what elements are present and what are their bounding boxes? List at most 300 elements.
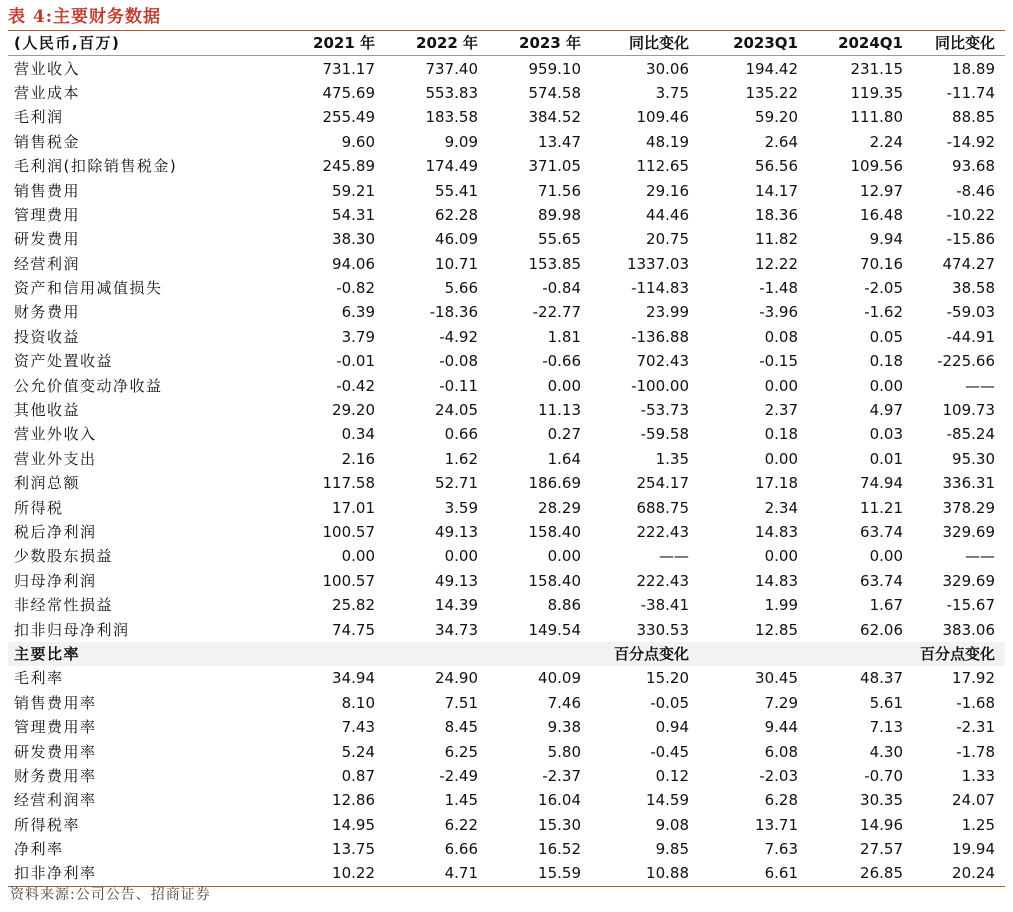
row-cell: 0.00: [341, 547, 375, 566]
row-label: 少数股东损益: [14, 547, 114, 566]
ratio-row-cell: 17.92: [952, 669, 995, 688]
row-cell: 100.57: [322, 523, 375, 541]
row-cell: 59.21: [332, 181, 375, 200]
row-cell: 109.73: [942, 401, 995, 420]
ratio-row-cell: 16.04: [538, 791, 581, 810]
row-cell: -14.92: [946, 132, 995, 151]
row-cell: 222.43: [636, 571, 689, 590]
ratio-row: [8, 666, 1005, 690]
ratio-header-cell: [488, 642, 591, 666]
ratio-row-cell: 15.20: [646, 669, 689, 688]
row-cell: 183.58: [425, 108, 478, 127]
ratio-row-cell: -1.78: [956, 742, 995, 761]
row-cell: -0.11: [439, 376, 478, 395]
row-cell: 378.29: [942, 498, 995, 517]
table-row: [8, 276, 1005, 300]
row-cell: 158.40: [528, 571, 581, 590]
row-cell: 62.28: [435, 205, 478, 224]
row-cell: -114.83: [631, 279, 689, 298]
row-cell: -4.92: [439, 327, 478, 346]
row-cell: ——: [965, 376, 995, 395]
source-note: 资料来源:公司公告、招商证券: [10, 887, 211, 903]
row-cell: 46.09: [435, 230, 478, 249]
row-cell: ——: [659, 547, 689, 566]
table-row: [8, 593, 1005, 617]
ratio-row: [8, 764, 1005, 788]
row-cell: 25.82: [332, 596, 375, 615]
ratio-row-cell: -0.05: [650, 693, 689, 712]
row-cell: 5.66: [444, 279, 478, 298]
row-cell: -15.67: [946, 596, 995, 615]
row-cell: 1.67: [869, 596, 903, 615]
financial-data-table: [8, 31, 1005, 887]
row-cell: 0.18: [764, 425, 798, 444]
row-cell: 16.48: [860, 205, 903, 224]
row-cell: 553.83: [425, 83, 478, 102]
ratio-header-label: 主要比率: [8, 642, 240, 666]
row-cell: 194.42: [745, 59, 798, 78]
row-label: 利润总额: [14, 474, 81, 493]
ratio-row-cell: 7.63: [764, 840, 798, 859]
ratio-row-cell: 16.52: [538, 840, 581, 859]
ratio-row-cell: 7.29: [764, 693, 798, 712]
row-cell: 18.36: [755, 205, 798, 224]
row-cell: 1337.03: [626, 254, 689, 273]
ratio-row-cell: 7.51: [444, 693, 478, 712]
table-row: [8, 105, 1005, 129]
ratio-row-cell: 14.59: [646, 791, 689, 810]
ratio-row-cell: 0.87: [341, 766, 375, 785]
ratio-row-cell: 6.25: [444, 742, 478, 761]
row-cell: ——: [965, 547, 995, 566]
ratio-row-cell: 40.09: [538, 669, 581, 688]
row-cell: 14.39: [435, 596, 478, 615]
ratio-row-cell: -0.45: [650, 742, 689, 761]
row-label: 所得税: [14, 498, 64, 517]
row-cell: -2.05: [864, 279, 903, 298]
row-cell: 688.75: [636, 498, 689, 517]
row-cell: 12.22: [755, 254, 798, 273]
row-cell: 1.81: [547, 327, 581, 346]
row-label: 其他收益: [14, 401, 81, 420]
ratio-row-cell: 4.30: [869, 742, 903, 761]
table-row: [8, 447, 1005, 471]
table-row: [8, 154, 1005, 178]
row-cell: 71.56: [538, 181, 581, 200]
column-header-label: (人民币,百万): [14, 34, 121, 53]
row-cell: 93.68: [952, 157, 995, 176]
column-header-cell: 2023 年: [519, 34, 581, 53]
ratio-row-cell: 24.90: [435, 669, 478, 688]
row-cell: 59.20: [755, 108, 798, 127]
row-label: 财务费用: [14, 303, 81, 322]
row-cell: 109.46: [636, 108, 689, 127]
table-row: [8, 398, 1005, 422]
row-cell: 119.35: [850, 83, 903, 102]
row-cell: 336.31: [942, 474, 995, 493]
table-row: [8, 349, 1005, 373]
ratio-row-label: 所得税率: [14, 815, 81, 834]
row-cell: -18.36: [429, 303, 478, 322]
row-cell: 74.94: [860, 474, 903, 493]
row-cell: 959.10: [528, 59, 581, 78]
row-cell: 10.71: [435, 254, 478, 273]
row-cell: 254.17: [636, 474, 689, 493]
row-cell: 222.43: [636, 523, 689, 541]
row-cell: 63.74: [860, 571, 903, 590]
row-cell: 62.06: [860, 620, 903, 639]
ratio-row-cell: 5.24: [341, 742, 375, 761]
row-label: 经营利润: [14, 254, 81, 273]
row-cell: 9.09: [444, 132, 478, 151]
ratio-header-cell: 百分点变化: [913, 642, 1005, 666]
table-row: [8, 569, 1005, 593]
row-cell: 702.43: [636, 352, 689, 371]
row-cell: -3.96: [759, 303, 798, 322]
row-label: 资产处置收益: [14, 352, 114, 371]
column-header-cell: 同比变化: [628, 34, 689, 53]
ratio-row-cell: 30.45: [755, 669, 798, 688]
ratio-row-cell: 10.22: [332, 864, 375, 883]
row-cell: 135.22: [745, 83, 798, 102]
row-cell: 23.99: [646, 303, 689, 322]
row-cell: 737.40: [425, 59, 478, 78]
row-cell: -59.03: [946, 303, 995, 322]
row-label: 营业外收入: [14, 425, 97, 444]
ratio-row-cell: 15.30: [538, 815, 581, 834]
row-cell: -22.77: [532, 303, 581, 322]
ratio-row-cell: 8.10: [341, 693, 375, 712]
ratio-row-cell: -2.49: [439, 766, 478, 785]
ratio-row-cell: 9.85: [655, 840, 689, 859]
row-cell: -0.84: [542, 279, 581, 298]
ratio-row-cell: 15.59: [538, 864, 581, 883]
row-cell: -100.00: [631, 376, 689, 395]
row-cell: -38.41: [640, 596, 689, 615]
ratio-row-label: 研发费用率: [14, 742, 97, 761]
ratio-row-cell: 20.24: [952, 864, 995, 883]
row-cell: 49.13: [435, 523, 478, 541]
row-cell: 2.16: [341, 449, 375, 468]
row-cell: 2.64: [764, 132, 798, 151]
row-cell: 8.86: [547, 596, 581, 615]
row-label: 投资收益: [14, 327, 81, 346]
ratio-row-label: 财务费用率: [14, 766, 97, 785]
row-cell: 330.53: [636, 620, 689, 639]
ratio-row: [8, 813, 1005, 837]
ratio-row-cell: 30.35: [860, 791, 903, 810]
ratio-row: [8, 715, 1005, 739]
row-label: 研发费用: [14, 230, 81, 249]
ratio-row-cell: 6.22: [444, 815, 478, 834]
ratio-row-cell: -1.68: [956, 693, 995, 712]
ratio-row-label: 毛利率: [14, 669, 64, 688]
ratio-row-cell: 0.12: [655, 766, 689, 785]
row-cell: 0.00: [869, 547, 903, 566]
ratio-row-cell: 14.95: [332, 815, 375, 834]
row-cell: 55.41: [435, 181, 478, 200]
table-row: [8, 373, 1005, 397]
row-cell: -44.91: [946, 327, 995, 346]
row-cell: 24.05: [435, 401, 478, 420]
ratio-row-cell: -0.70: [864, 766, 903, 785]
row-cell: 9.94: [869, 230, 903, 249]
ratio-row-cell: 9.44: [764, 718, 798, 737]
ratio-row: [8, 788, 1005, 812]
row-cell: 3.79: [341, 327, 375, 346]
row-cell: 44.46: [646, 205, 689, 224]
row-cell: 0.00: [764, 547, 798, 566]
column-header-cell: 2024Q1: [838, 34, 903, 53]
row-cell: 0.05: [869, 327, 903, 346]
table-row: [8, 300, 1005, 324]
row-cell: 475.69: [322, 83, 375, 102]
table-row: [8, 130, 1005, 154]
row-label: 税后净利润: [14, 523, 97, 541]
row-cell: 0.34: [341, 425, 375, 444]
row-cell: 34.73: [435, 620, 478, 639]
row-cell: 100.57: [322, 571, 375, 590]
ratio-row-cell: -2.37: [542, 766, 581, 785]
ratio-row-cell: 9.08: [655, 815, 689, 834]
ratio-row-cell: 12.86: [332, 791, 375, 810]
row-cell: 11.13: [538, 401, 581, 420]
ratio-row-cell: 6.28: [764, 791, 798, 810]
ratio-header-cell: [385, 642, 488, 666]
row-cell: 63.74: [860, 523, 903, 541]
row-cell: 112.65: [636, 157, 689, 176]
ratio-section-header: [8, 642, 1005, 666]
row-cell: 0.03: [869, 425, 903, 444]
ratio-row-cell: 6.08: [764, 742, 798, 761]
table-row: [8, 227, 1005, 251]
row-cell: 52.71: [435, 474, 478, 493]
ratio-row: [8, 837, 1005, 861]
ratio-row-cell: 7.43: [341, 718, 375, 737]
row-cell: 17.01: [332, 498, 375, 517]
row-cell: 0.00: [547, 547, 581, 566]
ratio-row-cell: 10.88: [646, 864, 689, 883]
ratio-row-cell: 48.37: [860, 669, 903, 688]
table-row: [8, 617, 1005, 641]
ratio-row-cell: 34.94: [332, 669, 375, 688]
table-row: [8, 495, 1005, 519]
row-cell: 20.75: [646, 230, 689, 249]
ratio-row-cell: 24.07: [952, 791, 995, 810]
column-header-cell: 2023Q1: [733, 34, 798, 53]
row-cell: 70.16: [860, 254, 903, 273]
row-label: 营业成本: [14, 83, 81, 102]
row-cell: 158.40: [528, 523, 581, 541]
row-cell: 1.35: [655, 449, 689, 468]
row-cell: -136.88: [631, 327, 689, 346]
row-cell: 14.17: [755, 181, 798, 200]
ratio-row-cell: 9.38: [547, 718, 581, 737]
ratio-row-cell: 26.85: [860, 864, 903, 883]
row-cell: -1.62: [864, 303, 903, 322]
table-row: [8, 56, 1005, 81]
ratio-row-label: 经营利润率: [14, 791, 97, 810]
ratio-row-label: 净利率: [14, 840, 64, 859]
column-header-cell: 同比变化: [934, 34, 995, 53]
row-cell: -10.22: [946, 205, 995, 224]
row-label: 公允价值变动净收益: [14, 376, 163, 395]
row-cell: 94.06: [332, 254, 375, 273]
row-cell: 0.66: [444, 425, 478, 444]
row-cell: -225.66: [937, 352, 995, 371]
row-cell: 0.18: [869, 352, 903, 371]
ratio-row-cell: 5.80: [547, 742, 581, 761]
ratio-header-cell: [699, 642, 808, 666]
row-cell: 28.29: [538, 498, 581, 517]
row-cell: 0.00: [764, 449, 798, 468]
table-row: [8, 520, 1005, 544]
row-cell: 1.99: [764, 596, 798, 615]
row-cell: 117.58: [322, 474, 375, 493]
row-cell: 153.85: [528, 254, 581, 273]
ratio-row-cell: 8.45: [444, 718, 478, 737]
row-cell: 1.64: [547, 449, 581, 468]
row-cell: 38.58: [952, 279, 995, 298]
row-cell: 12.97: [860, 181, 903, 200]
ratio-row-cell: 7.13: [869, 718, 903, 737]
row-cell: -0.66: [542, 352, 581, 371]
row-cell: -15.86: [946, 230, 995, 249]
row-label: 毛利润(扣除销售税金): [14, 157, 178, 176]
row-cell: 11.82: [755, 230, 798, 249]
row-cell: 13.47: [538, 132, 581, 151]
row-label: 扣非归母净利润: [14, 620, 130, 639]
row-label: 毛利润: [14, 108, 64, 127]
row-cell: 11.21: [860, 498, 903, 517]
table-row: [8, 252, 1005, 276]
row-cell: -8.46: [956, 181, 995, 200]
table-row: [8, 325, 1005, 349]
table-row: [8, 422, 1005, 446]
ratio-row: [8, 691, 1005, 715]
row-cell: 329.69: [942, 523, 995, 541]
row-cell: 186.69: [528, 474, 581, 493]
row-cell: 474.27: [942, 254, 995, 273]
ratio-header-cell: 百分点变化: [591, 642, 699, 666]
row-cell: 6.39: [341, 303, 375, 322]
row-cell: 245.89: [322, 157, 375, 176]
ratio-row-cell: 0.94: [655, 718, 689, 737]
row-cell: 56.56: [755, 157, 798, 176]
row-cell: 3.59: [444, 498, 478, 517]
row-cell: -0.01: [336, 352, 375, 371]
row-cell: 54.31: [332, 205, 375, 224]
ratio-row-cell: 1.45: [444, 791, 478, 810]
row-cell: 255.49: [322, 108, 375, 127]
row-cell: 0.08: [764, 327, 798, 346]
ratio-row-cell: 6.61: [764, 864, 798, 883]
row-cell: 231.15: [850, 59, 903, 78]
column-header-row: [8, 31, 1005, 56]
row-cell: 384.52: [528, 108, 581, 127]
ratio-row-cell: 7.46: [547, 693, 581, 712]
row-cell: 383.06: [942, 620, 995, 639]
row-cell: -85.24: [946, 425, 995, 444]
column-header-cell: 2022 年: [416, 34, 478, 53]
row-cell: 89.98: [538, 205, 581, 224]
ratio-row-cell: 1.33: [961, 766, 995, 785]
table-body: [8, 56, 1005, 886]
row-cell: 109.56: [850, 157, 903, 176]
row-cell: 12.85: [755, 620, 798, 639]
table-row: [8, 178, 1005, 202]
row-cell: -0.15: [759, 352, 798, 371]
row-cell: 14.83: [755, 571, 798, 590]
ratio-row-cell: 14.96: [860, 815, 903, 834]
row-cell: 95.30: [952, 449, 995, 468]
row-label: 营业收入: [14, 59, 81, 78]
row-cell: -53.73: [640, 401, 689, 420]
ratio-row-label: 销售费用率: [14, 693, 97, 712]
row-cell: 3.75: [655, 83, 689, 102]
row-label: 非经常性损益: [14, 596, 114, 615]
row-cell: 111.80: [850, 108, 903, 127]
table-row: [8, 81, 1005, 105]
row-cell: 0.01: [869, 449, 903, 468]
row-label: 管理费用: [14, 205, 81, 224]
row-cell: 0.00: [869, 376, 903, 395]
ratio-row: [8, 739, 1005, 763]
ratio-row-cell: 13.75: [332, 840, 375, 859]
row-cell: 9.60: [341, 132, 375, 151]
row-cell: 4.97: [869, 401, 903, 420]
row-cell: 48.19: [646, 132, 689, 151]
row-cell: 38.30: [332, 230, 375, 249]
row-cell: 30.06: [646, 59, 689, 78]
row-cell: -0.08: [439, 352, 478, 371]
row-cell: 574.58: [528, 83, 581, 102]
row-cell: 0.00: [764, 376, 798, 395]
row-cell: 29.20: [332, 401, 375, 420]
row-cell: 149.54: [528, 620, 581, 639]
row-cell: -11.74: [946, 83, 995, 102]
row-cell: 371.05: [528, 157, 581, 176]
row-cell: 0.00: [444, 547, 478, 566]
row-label: 归母净利润: [14, 571, 97, 590]
row-cell: 0.00: [547, 376, 581, 395]
row-cell: 731.17: [322, 59, 375, 78]
table-row: [8, 544, 1005, 568]
ratio-row-cell: 6.66: [444, 840, 478, 859]
row-cell: 1.62: [444, 449, 478, 468]
row-cell: 29.16: [646, 181, 689, 200]
row-cell: 49.13: [435, 571, 478, 590]
ratio-header-cell: [808, 642, 913, 666]
ratio-row: [8, 861, 1005, 886]
ratio-row-cell: 1.25: [961, 815, 995, 834]
row-cell: 17.18: [755, 474, 798, 493]
row-label: 销售费用: [14, 181, 81, 200]
ratio-row-cell: -2.03: [759, 766, 798, 785]
row-cell: -59.58: [640, 425, 689, 444]
ratio-row-cell: 19.94: [952, 840, 995, 859]
row-cell: 88.85: [952, 108, 995, 127]
row-cell: 55.65: [538, 230, 581, 249]
column-header-cell: 2021 年: [313, 34, 375, 53]
row-cell: 2.24: [869, 132, 903, 151]
table-row: [8, 203, 1005, 227]
ratio-header-cell: [240, 642, 385, 666]
row-label: 资产和信用减值损失: [14, 279, 163, 298]
row-cell: 2.37: [764, 401, 798, 420]
ratio-row-cell: 5.61: [869, 693, 903, 712]
row-cell: 329.69: [942, 571, 995, 590]
